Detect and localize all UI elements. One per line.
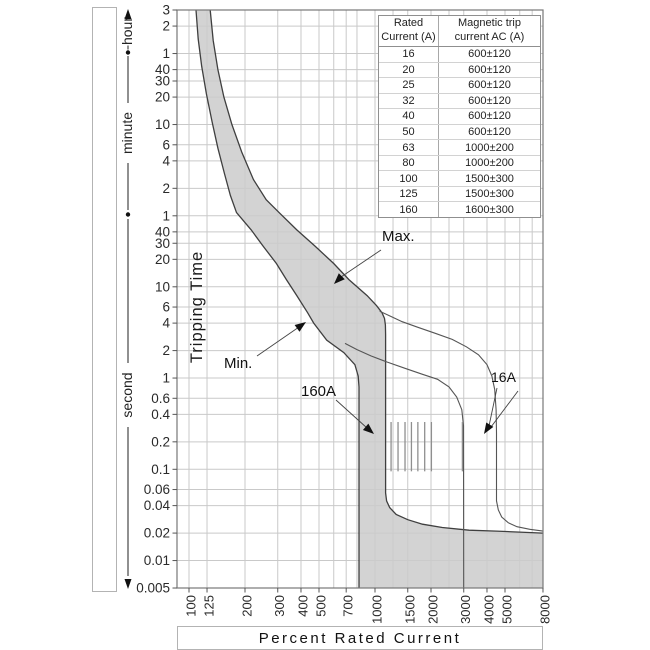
svg-text:0.005: 0.005 xyxy=(136,580,170,596)
rated-current-cell: 16 xyxy=(402,48,415,61)
magnetic-trip-cell: 600±120 xyxy=(438,94,540,109)
table-row xyxy=(379,124,540,140)
bracket-arrow-down xyxy=(125,579,132,589)
svg-text:0.02: 0.02 xyxy=(143,525,170,541)
bracket-dot xyxy=(126,212,130,216)
table-row xyxy=(379,47,540,62)
svg-text:40: 40 xyxy=(154,224,170,240)
table-row xyxy=(379,155,540,171)
magnetic-trip-cell: 1000±200 xyxy=(438,156,540,171)
svg-text:0.4: 0.4 xyxy=(151,406,170,422)
rated-current-cell: 63 xyxy=(402,141,415,154)
magnetic-region-ticks xyxy=(391,422,462,471)
magnetic-trip-cell: 600±120 xyxy=(438,109,540,124)
y-tick-labels xyxy=(136,3,177,596)
svg-text:200: 200 xyxy=(239,595,255,617)
svg-text:30: 30 xyxy=(154,73,170,89)
header-line: Current (A) xyxy=(381,31,436,43)
svg-text:40: 40 xyxy=(154,62,170,78)
svg-text:0.1: 0.1 xyxy=(151,461,170,477)
curve-16a-label: 16A xyxy=(491,369,516,385)
magnetic-trip-cell: 600±120 xyxy=(438,78,540,93)
time-unit-bracket xyxy=(125,9,132,589)
svg-text:20: 20 xyxy=(154,251,170,267)
magnetic-trip-cell: 1000±200 xyxy=(438,140,540,155)
magnetic-trip-cell: 600±120 xyxy=(438,47,540,62)
svg-text:6: 6 xyxy=(162,299,170,315)
svg-text:0.6: 0.6 xyxy=(151,390,170,406)
svg-text:1000: 1000 xyxy=(369,595,385,624)
rated-current-cell: 125 xyxy=(399,188,418,201)
table-header-magnetic-trip xyxy=(438,16,540,46)
magnetic-trip-cell: 600±120 xyxy=(438,125,540,140)
svg-text:4: 4 xyxy=(162,315,170,331)
header-line: Magnetic trip xyxy=(458,17,521,30)
svg-text:4000: 4000 xyxy=(481,595,497,624)
rated-current-cell: 80 xyxy=(402,157,415,170)
svg-text:100: 100 xyxy=(183,595,199,617)
table-row xyxy=(379,186,540,202)
table-row xyxy=(379,170,540,186)
table-header xyxy=(379,16,540,47)
max-curve-label: Max. xyxy=(382,228,415,245)
svg-text:700: 700 xyxy=(340,595,356,617)
rated-current-cell: 160 xyxy=(399,203,418,216)
svg-text:30: 30 xyxy=(154,235,170,251)
svg-text:0.2: 0.2 xyxy=(151,434,170,450)
svg-text:500: 500 xyxy=(313,595,329,617)
rated-current-cell: 50 xyxy=(402,126,415,138)
min-curve-label: Min. xyxy=(224,355,253,372)
svg-text:3000: 3000 xyxy=(458,595,474,624)
magnetic-trip-cell: 1600±300 xyxy=(438,202,540,217)
table-row xyxy=(379,201,540,217)
magnetic-trip-cell: 1500±300 xyxy=(438,187,540,202)
header-line: Rated xyxy=(393,17,424,30)
magnetic-trip-cell: 1500±300 xyxy=(438,171,540,186)
magnetic-trip-table xyxy=(378,15,541,218)
svg-text:1: 1 xyxy=(162,208,170,224)
svg-text:0.01: 0.01 xyxy=(143,553,170,569)
table-row xyxy=(379,77,540,93)
y-unit-hour-label: hour xyxy=(119,16,135,46)
x-axis-title: Percent Rated Current xyxy=(258,629,462,647)
svg-text:4: 4 xyxy=(162,153,170,169)
rated-current-cell: 32 xyxy=(402,94,415,107)
rated-current-cell: 40 xyxy=(402,110,415,123)
magnetic-trip-cell: 600±120 xyxy=(438,63,540,78)
svg-text:10: 10 xyxy=(154,279,170,295)
svg-text:6: 6 xyxy=(162,137,170,153)
svg-text:2000: 2000 xyxy=(425,595,441,624)
svg-text:400: 400 xyxy=(295,595,311,617)
svg-text:10: 10 xyxy=(154,117,170,133)
table-row xyxy=(379,139,540,155)
svg-text:2: 2 xyxy=(162,18,170,34)
rated-current-cell: 25 xyxy=(402,79,415,92)
y-unit-second-label: second xyxy=(119,372,135,418)
svg-text:2: 2 xyxy=(162,180,170,196)
svg-text:1: 1 xyxy=(162,46,170,62)
svg-text:2: 2 xyxy=(162,343,170,359)
svg-text:1500: 1500 xyxy=(402,595,418,624)
x-tick-labels xyxy=(184,588,553,624)
rated-current-cell: 100 xyxy=(399,172,418,185)
table-header-rated-current xyxy=(379,16,438,46)
annotation-arrowhead xyxy=(484,422,493,434)
svg-text:300: 300 xyxy=(272,595,288,617)
svg-text:5000: 5000 xyxy=(499,595,515,624)
y-unit-minute-label: minute xyxy=(119,111,135,155)
table-row xyxy=(379,62,540,78)
table-row xyxy=(379,93,540,109)
svg-text:0.06: 0.06 xyxy=(143,482,170,498)
svg-text:1: 1 xyxy=(162,370,170,386)
table-row xyxy=(379,108,540,124)
svg-text:3: 3 xyxy=(162,2,170,18)
svg-text:0.04: 0.04 xyxy=(143,498,170,514)
y-axis-title: Tripping Time xyxy=(187,250,206,364)
header-line: current AC (A) xyxy=(454,31,525,43)
svg-text:125: 125 xyxy=(201,595,217,617)
curve-160a-label: 160A xyxy=(301,383,337,400)
svg-text:8000: 8000 xyxy=(537,595,553,624)
x-axis-title-box xyxy=(177,626,543,650)
svg-text:20: 20 xyxy=(154,89,170,105)
rated-current-cell: 20 xyxy=(402,63,415,76)
curve-16a-max xyxy=(380,311,543,531)
table-body xyxy=(379,47,540,217)
